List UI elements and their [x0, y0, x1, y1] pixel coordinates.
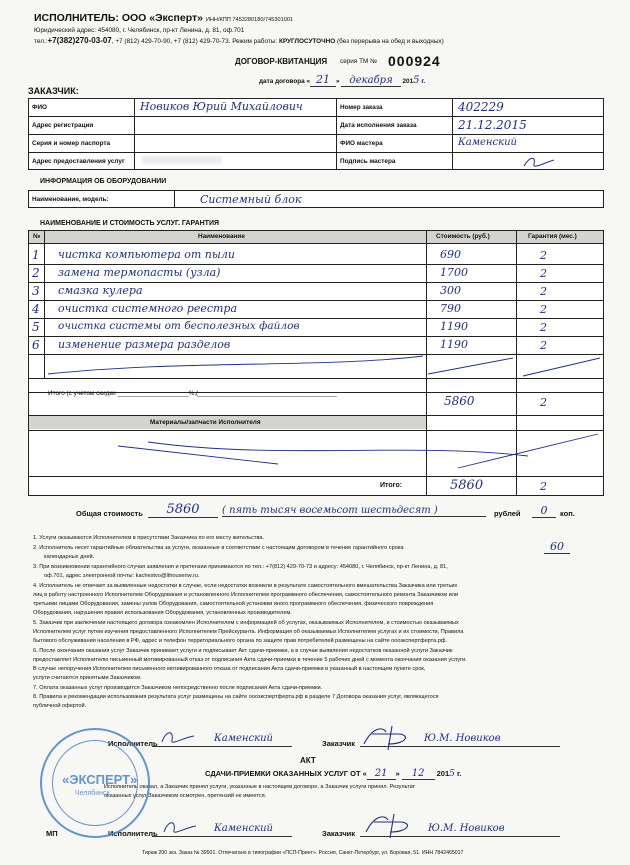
master-name: Каменский: [458, 137, 517, 148]
mp-label: МП: [46, 829, 58, 838]
row-2-warranty: 2: [540, 267, 547, 280]
row-3-cost: 300: [440, 284, 461, 297]
term-3-cont: оф.701, адрес электронной почты: kachestvo@lthousenw.ru.: [44, 573, 200, 579]
executor-label: Исполнитель: [108, 739, 158, 748]
empty-row-strike: [28, 354, 604, 378]
term-6-l3: В случае непоручения Исполнителем письменного мотивированного отказа от подписания Акта сдачи-приемки в указанный в настоящем пункте срок,: [33, 666, 426, 672]
act-text-2: оказанных услуг Заказчиком осмотрен, претензий не имеется.: [104, 793, 267, 799]
contract-number: 000924: [388, 53, 441, 69]
term-5-l3: бытового обслуживания населения в РФ, адрес и телефон территориального органа по защите прав потребителей размещены на сайте ооозкспертферта.рф.: [33, 638, 448, 644]
client-signature: [358, 722, 414, 752]
term-4-l2: лиц в работу настроенного Исполнителем Оборудования и установленного Исполнителем программного обеспечения, самостоятельного ремонта Заказчиком или: [33, 592, 459, 598]
term-5: 5. Заказчик при заключении настоящего договора ознакомлен Исполнителем с информацией об услугах, оказываемых Исполнителем, и стоимостью оказываемых: [33, 620, 459, 626]
kop-label: коп.: [560, 509, 575, 518]
services-heading: НАИМЕНОВАНИЕ И СТОИМОСТЬ УСЛУГ. ГАРАНТИЯ: [40, 220, 220, 227]
col-warranty: Гарантия (мес.): [528, 233, 577, 240]
row-6-warranty: 2: [540, 339, 547, 352]
order-number: 402229: [458, 100, 504, 114]
fio-label: ФИО: [32, 104, 48, 111]
term-8: 8. Правила и рекомендации использования результата услуг размещены на сайте ооозкспертферта.рф в разделе 7 Договора оказания услуг, являющегося: [33, 694, 439, 700]
rub-label: рублей: [494, 509, 521, 518]
company-name: ИСПОЛНИТЕЛЬ: ООО «Эксперт» ИНН/КПП 7453280180/745301001: [34, 12, 294, 24]
row-4-num: 4: [32, 302, 40, 316]
footer-print-info: Тираж 200 экз. Заказ № 39501. Отпечатано в типографии «ПСП-Принт». Россия, Санкт-Петербург, ул. Боровая, 51. ИНН 7842465017: [142, 850, 464, 856]
total-cost-words: ( пять тысяч восемьсот шестьдесят ): [222, 505, 486, 517]
row-1-name: чистка компьютера от пыли: [58, 248, 235, 261]
contract-title: ДОГОВОР-КВИТАНЦИЯ: [235, 57, 328, 66]
act-client-name: Ю.М. Новиков: [428, 823, 505, 834]
row-5-name: очистка системы от бесполезных файлов: [58, 320, 300, 332]
row-6-cost: 1190: [440, 338, 468, 351]
term-4: 4. Исполнитель не отвечает за выявленные недостатки в случае, если недостатки возникли в результате самостоятельного вмешательства Заказчика или третьих: [33, 583, 458, 589]
term-4-l3: третьими лицами Оборудования, замены узлов Оборудования, самостоятельной установки иного программного обеспечения, физического повреждения: [33, 601, 434, 607]
term-6-l4: услуги считаются принятыми Заказчиком.: [33, 675, 142, 681]
term-5-l2: Исполнителем услуг путем изучения предоставленного Исполнителем Прейскуранта. Информация об оказываемых Исполнителем услугах и их стоимости, Правила: [33, 629, 464, 635]
exec-date: 21.12.2015: [458, 118, 527, 132]
company-phones: тел.:+7(382)270-03-07, +7 (812) 429-70-90, +7 (812) 429-70-73. Режим работы: КРУГЛОСУТОЧНО (без перерыва на обед и выходных): [34, 36, 444, 45]
materials-heading: Материалы/запчасти Исполнителя: [150, 419, 261, 426]
term-7: 7. Оплата оказанных услуг производится Заказчиком непосредственно после подписания Акта сдачи-приемки.: [33, 685, 323, 691]
equipment-heading: ИНФОРМАЦИЯ ОБ ОБОРУДОВАНИИ: [40, 178, 167, 185]
subtotal-label: Итого (с учетом скидки ____________________%,(_______________________________________: [48, 390, 337, 397]
total-cost-value: 5860: [148, 502, 218, 518]
row-4-name: очистка системного реестра: [58, 302, 238, 315]
row-2-num: 2: [32, 266, 40, 280]
term-2-cont: календарных дней.: [44, 554, 95, 560]
passport-label: Серия и номер паспорта: [32, 140, 111, 147]
subtotal-value: 5860: [444, 394, 475, 408]
act-executor-label: Исполнитель: [108, 829, 158, 838]
row-4-cost: 790: [440, 302, 461, 315]
row-6-num: 6: [32, 338, 40, 352]
row-5-num: 5: [32, 320, 40, 334]
client-fio: Новиков Юрий Михайлович: [140, 100, 303, 113]
series-label: серия ТМ №: [340, 58, 377, 65]
equipment-name: Системный блок: [200, 193, 302, 206]
act-executor-signature: [160, 816, 200, 838]
term-1: 1. Услуги оказываются Исполнителем в присутствии Заказчика по его месту жительства.: [33, 535, 265, 541]
term-6: 6. После окончания оказания услуг Заказчик принимает услуги и подписывает Акт сдачи-приемки, а в случае выявления недостатков оказанной услуги Заказчик: [33, 648, 453, 654]
warranty-days: 60: [544, 540, 570, 554]
master-signature-label: Подпись мастера: [340, 158, 396, 165]
total-cost-label: Общая стоимость: [76, 509, 143, 518]
company-address: Юридический адрес: 454080, г. Челябинск, пр-кт Ленина, д. 81, оф.701: [34, 27, 245, 34]
term-3: 3. При возникновении гарантийного случая заявления и претензии принимаются по тел.: +7(812) 429-70-73 и адресу: 454080, г. Челябинск, пр-кт Ленина, д. 81,: [33, 564, 448, 570]
client-sign-label: Заказчик: [322, 739, 356, 748]
col-num: №: [33, 233, 41, 240]
total-warranty: 2: [540, 480, 547, 493]
row-1-cost: 690: [440, 248, 461, 261]
equipment-row: [28, 190, 604, 208]
row-1-warranty: 2: [540, 249, 547, 262]
registration-label: Адрес регистрации: [32, 122, 94, 129]
term-8-l2: публичной офертой.: [33, 703, 87, 709]
row-6-name: изменение размера разделов: [58, 338, 231, 351]
term-6-l2: предоставляет Исполнителю письменный мотивированный отказ от подписания Акта сдачи-приемки в течение 5 рабочих дней с момента окончания оказания услуги.: [33, 657, 467, 663]
row-3-num: 3: [32, 284, 40, 298]
redacted-address: [142, 156, 222, 164]
act-client-signature: [360, 810, 416, 840]
kop-value: 0: [532, 504, 556, 518]
term-2: 2. Исполнитель несет гарантийные обязательства за услуги, оказанные в соответствии с настоящим договором в течение гарантийного срока: [33, 545, 404, 551]
col-name: Наименование: [198, 233, 245, 240]
client-heading: ЗАКАЗЧИК:: [28, 86, 79, 96]
master-label: ФИО мастера: [340, 140, 383, 147]
row-5-warranty: 2: [540, 321, 547, 334]
contract-date: дата договора « 21 » декабря 2015 г.: [259, 73, 426, 86]
equipment-name-label: Наименование, модель:: [32, 196, 109, 203]
master-signature: [520, 152, 560, 172]
row-5-cost: 1190: [440, 320, 468, 333]
company-stamp: «ЭКСПЕРТ» Челябинск: [40, 728, 150, 838]
total-label: Итого:: [380, 482, 403, 489]
act-text-1: Исполнитель оказал, а Заказчик принял услуги, указанные в настоящем договоре, а Заказчик услуги принял. Результат: [104, 784, 416, 790]
row-3-name: смазка кулера: [58, 284, 143, 297]
client-sign-name: Ю.М. Новиков: [424, 733, 501, 744]
col-cost: Стоимость (руб.): [436, 233, 490, 240]
order-number-label: Номер заказа: [340, 104, 383, 111]
row-3-warranty: 2: [540, 285, 547, 298]
total-value: 5860: [450, 478, 484, 493]
act-client-label: Заказчик: [322, 829, 356, 838]
act-executor-name: Каменский: [214, 823, 273, 834]
service-address-label: Адрес предоставления услуг: [32, 158, 125, 165]
row-4-warranty: 2: [540, 303, 547, 316]
row-1-num: 1: [32, 248, 40, 262]
subtotal-warranty: 2: [540, 396, 547, 409]
act-title: АКТ: [300, 756, 316, 765]
term-4-l4: Оборудования, нарушения правил использования Оборудования, установленных производителем.: [33, 610, 292, 616]
row-2-cost: 1700: [440, 266, 468, 279]
materials-strike: [28, 430, 604, 476]
executor-signature: [158, 726, 198, 748]
exec-date-label: Дата исполнения заказа: [340, 122, 417, 129]
executor-name: Каменский: [214, 733, 273, 744]
act-date: СДАЧИ-ПРИЕМКИ ОКАЗАННЫХ УСЛУГ ОТ « 21 » 12 2015 г.: [205, 768, 462, 779]
row-2-name: замена термопасты (узла): [58, 266, 221, 279]
